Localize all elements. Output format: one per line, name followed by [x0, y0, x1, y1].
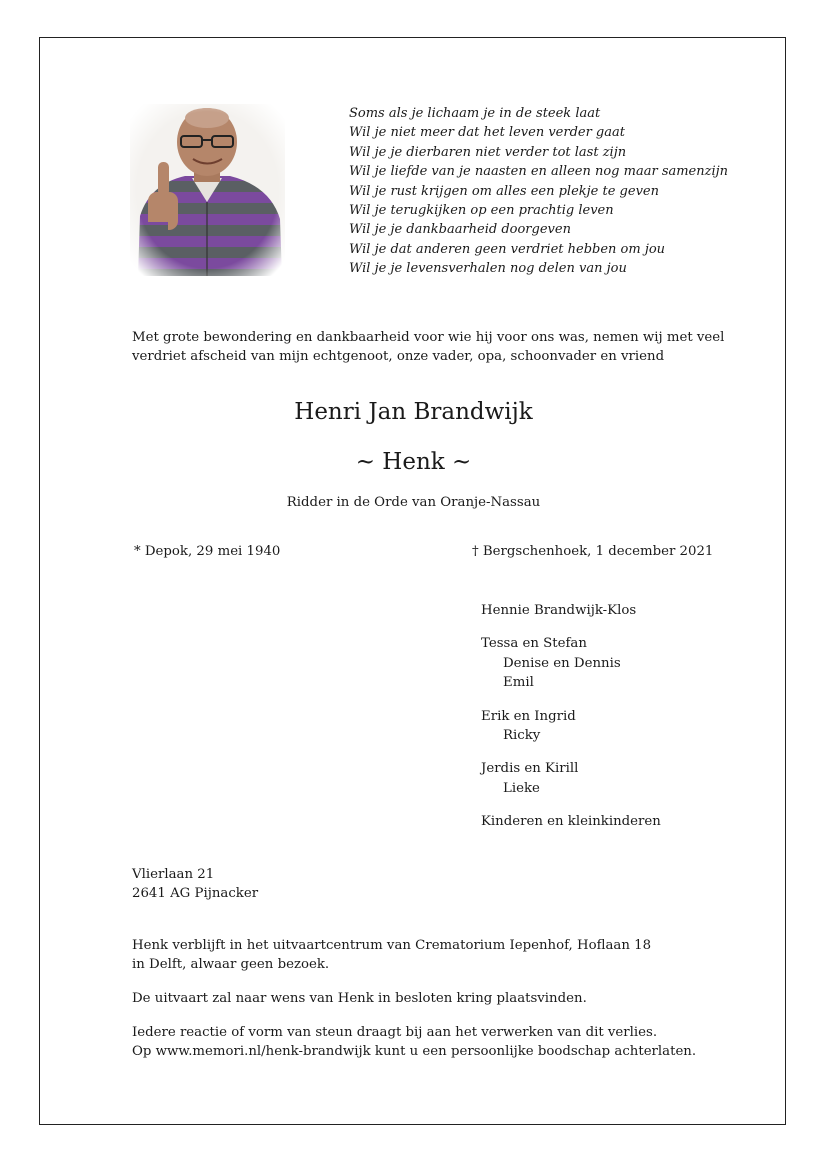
birth-info: * Depok, 29 mei 1940 — [134, 544, 281, 559]
poem-line: Wil je je dankbaarheid doorgeven — [349, 222, 571, 238]
stay-notice-line-1: Henk verblijft in het uitvaartcentrum van Crematorium Iepenhof, Hoflaan 18 — [132, 938, 652, 953]
stay-notice-line-2: in Delft, alwaar geen bezoek. — [132, 957, 330, 972]
intro-line-2: verdriet afscheid van mijn echtgenoot, onze vader, opa, schoonvader en vriend — [132, 349, 665, 364]
family-member: Erik en Ingrid — [481, 708, 576, 724]
poem-line: Wil je je dierbaren niet verder tot last zijn — [349, 144, 627, 160]
funeral-notice: De uitvaart zal naar wens van Henk in besloten kring plaatsvinden. — [132, 991, 587, 1006]
family-group — [481, 707, 661, 746]
poem-line: Soms als je lichaam je in de steek laat — [349, 106, 601, 121]
support-notice-line-2: Op www.memori.nl/henk-brandwijk kunt u een persoonlijke boodschap achterlaten. — [132, 1044, 697, 1059]
grandchild: Emil — [503, 675, 534, 691]
family-member: Hennie Brandwijk-Klos — [481, 603, 637, 618]
family-group — [481, 759, 661, 798]
honor-title: Ridder in de Orde van Oranje-Nassau — [286, 495, 541, 510]
grandchild: Ricky — [503, 728, 541, 744]
address-street: Vlierlaan 21 — [132, 867, 215, 882]
grandchild: Denise en Dennis — [503, 655, 621, 671]
address-city: 2641 AG Pijnacker — [132, 886, 259, 901]
family-group — [481, 601, 661, 620]
poem-line: Wil je niet meer dat het leven verder gaat — [349, 125, 625, 141]
poem-line: Wil je liefde van je naasten en alleen nog maar samenzijn — [349, 164, 729, 180]
poem-line: Wil je dat anderen geen verdriet hebben om jou — [349, 241, 666, 257]
intro-line-1: Met grote bewondering en dankbaarheid voor wie hij voor ons was, nemen wij met veel — [132, 330, 725, 345]
family-member: Tessa en Stefan — [481, 636, 587, 652]
death-info: † Bergschenhoek, 1 december 2021 — [472, 544, 714, 559]
poem-line: Wil je rust krijgen om alles een plekje te geven — [349, 183, 659, 199]
deceased-nickname: ~ Henk ~ — [355, 449, 472, 475]
deceased-full-name: Henri Jan Brandwijk — [294, 399, 533, 425]
family-member: Jerdis en Kirill — [481, 761, 579, 777]
family-list — [481, 601, 661, 846]
poem-line: Wil je terugkijken op een prachtig leven — [349, 203, 614, 219]
poem — [349, 104, 728, 279]
grandchild: Lieke — [503, 780, 540, 796]
family-group — [481, 812, 661, 831]
family-member: Kinderen en kleinkinderen — [481, 814, 661, 830]
support-notice-line-1: Iedere reactie of vorm van steun draagt bij aan het verwerken van dit verlies. — [132, 1025, 658, 1040]
portrait-illustration — [130, 104, 285, 276]
poem-line: Wil je je levensverhalen nog delen van jou — [349, 261, 627, 277]
portrait-photo — [130, 104, 285, 276]
family-group — [481, 634, 661, 692]
